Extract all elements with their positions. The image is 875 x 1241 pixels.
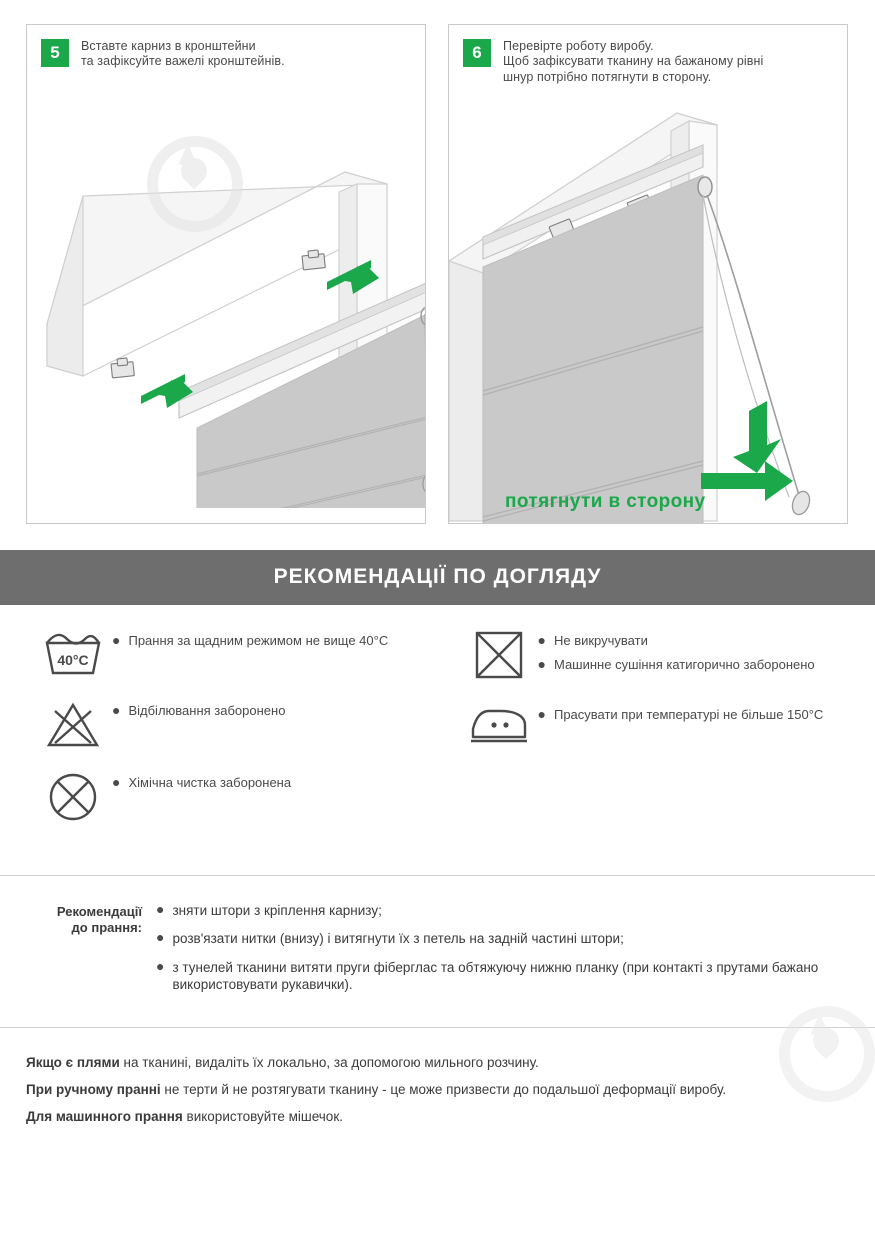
wash-label-line2: до прання: — [71, 920, 142, 935]
wash-recommendations-label — [26, 902, 142, 1005]
footer-note — [26, 1108, 849, 1126]
step-5-text — [81, 39, 285, 70]
wash-label-line1: Рекомендації — [56, 903, 142, 919]
care-row — [460, 703, 875, 747]
list-item — [156, 902, 849, 920]
footer-note-bold: Для машинного прання — [26, 1109, 183, 1125]
step-6-badge: 6 — [463, 39, 491, 67]
footer-note-bold: При ручному пранні — [26, 1082, 161, 1098]
care-texts — [112, 771, 291, 791]
no-wring-square-icon — [460, 629, 538, 681]
step-panel-6 — [448, 24, 848, 524]
care-item — [538, 633, 815, 649]
bullet-icon: ● — [156, 900, 165, 917]
step-5-text-line1: Вставте карниз в кронштейни — [81, 39, 256, 53]
care-column-left — [0, 629, 438, 845]
care-item — [112, 775, 291, 791]
list-item — [156, 959, 849, 994]
list-item-text: зняти штори з кріплення карнизу; — [172, 902, 382, 918]
care-texts — [538, 629, 815, 674]
bullet-icon: ● — [537, 705, 546, 722]
step-6-illustration — [449, 91, 847, 523]
step-6-header — [449, 25, 847, 91]
step-6-drawing — [449, 91, 847, 523]
care-item-text: Машинне сушіння катигорично заборонено — [553, 657, 815, 672]
care-item-text: Прасувати при температурі не більше 150°С — [553, 706, 824, 722]
care-banner: РЕКОМЕНДАЦІЇ ПО ДОГЛЯДУ — [0, 550, 875, 605]
bullet-icon: ● — [537, 631, 546, 648]
step-5-header — [27, 25, 425, 76]
footer-note-rest: не терти й не розтягувати тканину - це може призвести до подальшої деформації виробу. — [160, 1082, 727, 1098]
care-column-right — [438, 629, 875, 845]
step-6-text-line2: Щоб зафіксувати тканину на бажаному рівні — [503, 54, 764, 69]
footer-notes-section — [0, 1027, 875, 1127]
care-texts — [538, 703, 824, 723]
step-5-illustration — [27, 76, 425, 508]
list-item — [156, 930, 849, 948]
care-item — [112, 633, 388, 649]
footer-note-rest: використовуйте мішечок. — [182, 1109, 343, 1125]
wash-recommendations-section — [0, 876, 875, 1005]
care-texts — [112, 699, 285, 719]
footer-note — [26, 1054, 849, 1072]
step-5-text-line2: та зафіксуйте важелі кронштейнів. — [81, 54, 285, 69]
care-item-text: Прання за щадним режимом не вище 40°С — [128, 632, 389, 648]
care-item-text: Відбілювання заборонено — [128, 702, 286, 718]
step-6-caption: потягнути в сторону — [505, 490, 706, 512]
care-symbols-section — [0, 605, 875, 859]
wash-temp-label: 40°C — [57, 651, 89, 668]
bullet-icon: ● — [112, 701, 121, 718]
wash-recommendations-list — [142, 902, 849, 1005]
no-dry-clean-circle-icon — [34, 771, 112, 823]
care-row — [460, 629, 875, 681]
care-item — [538, 707, 824, 723]
no-bleach-triangle-icon — [34, 699, 112, 749]
bullet-icon: ● — [112, 773, 121, 790]
care-texts — [112, 629, 388, 649]
footer-note-rest: на тканині, видаліть їх локально, за допомогою мильного розчину. — [119, 1054, 539, 1070]
footer-note-bold: Якщо є плями — [26, 1054, 120, 1070]
bullet-icon: ● — [537, 656, 546, 672]
step-6-text-line1: Перевірте роботу виробу. — [503, 39, 654, 53]
care-item — [538, 657, 815, 673]
bullet-icon: ● — [156, 929, 165, 946]
care-row — [34, 699, 438, 749]
care-item-text: Хімічна чистка заборонена — [128, 774, 292, 790]
bullet-icon: ● — [112, 631, 121, 648]
step-6-text-line3: шнур потрібно потягнути в сторону. — [503, 69, 712, 84]
footer-note — [26, 1081, 849, 1099]
care-row — [34, 771, 438, 823]
step-5-badge: 5 — [41, 39, 69, 67]
step-panel-5 — [26, 24, 426, 524]
care-row — [34, 629, 438, 677]
iron-two-dots-icon — [460, 703, 538, 747]
step-6-text — [503, 39, 763, 85]
care-item — [112, 703, 285, 719]
step-5-drawing — [27, 76, 425, 508]
list-item-text: розв'язати нитки (внизу) і витягнути їх з петель на задній частині штори; — [172, 931, 624, 947]
steps-section — [0, 0, 875, 524]
bullet-icon: ● — [156, 957, 165, 974]
wash-tub-40-icon — [34, 629, 112, 677]
list-item-text: з тунелей тканини витяти пруги фіберглас та обтяжуючу нижню планку (при контакті з прутами бажано використовувати рукавички). — [172, 959, 819, 993]
care-item-text: Не викручувати — [553, 632, 648, 648]
